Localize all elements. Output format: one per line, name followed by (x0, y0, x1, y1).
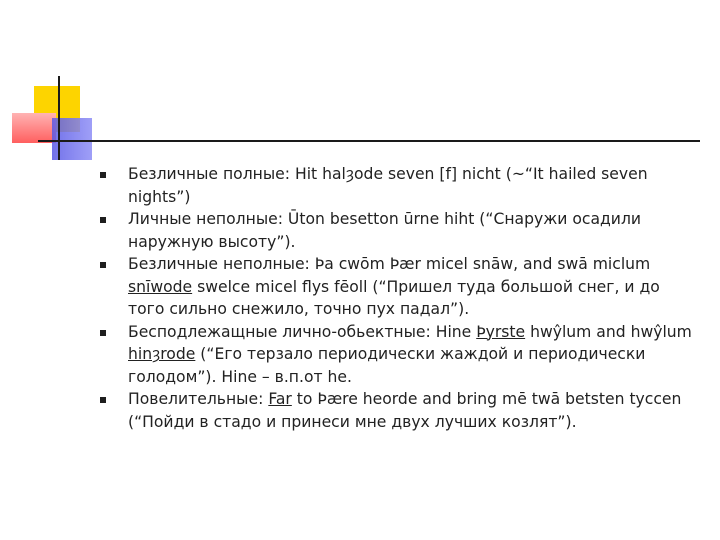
bullet-text: Безличные неполные: Þa cwōm Þær micel snāw, and swā miclum (128, 255, 651, 273)
square-bullet-icon (100, 397, 106, 403)
bullet-text: to Þære heorde and bring mē twā betsten tyccen (“Пойди в стадо и принеси мне двух лучших козлят”). (128, 390, 682, 431)
bullet-list (100, 163, 700, 433)
bullet-text: (“Его терзало периодически жаждой и периодически голодом”). Hine – в.п.от he. (128, 345, 646, 386)
slide-body (100, 163, 700, 433)
bullet-item-impersonal-incomplete (100, 253, 700, 321)
bullet-text: hwŷlum and hwŷlum (525, 322, 692, 341)
bullet-text: Личные неполные: Ūton besetton ūrne hiht (“Снаружи осадили наружную высоту”). (128, 210, 642, 251)
bullet-text: Безличные полные: Hit halȝode seven [f] nicht (~“It hailed seven nights”) (128, 165, 648, 206)
title-divider-rule (38, 140, 700, 142)
bullet-item-personal-incomplete (100, 208, 700, 253)
vertical-rule (58, 76, 60, 160)
bullet-text: Бесподлежащные лично-обьектные: Hine (128, 322, 477, 341)
square-bullet-icon (100, 330, 106, 336)
bullet-item-imperative (100, 388, 700, 433)
underlined-word: snīwode (128, 277, 193, 296)
bullet-item-impersonal-full (100, 163, 700, 208)
square-bullet-icon (100, 262, 106, 268)
red-square-decoration (12, 113, 56, 143)
square-bullet-icon (100, 217, 106, 223)
underlined-word: hinȝrode (128, 345, 196, 363)
bullet-text: swelce micel flys fēoll (“Пришел туда большой снег, и до того сильно снежило, точно пух падал”). (128, 277, 660, 318)
underlined-word: Far (268, 390, 292, 408)
bullet-text: Повелительные: (128, 390, 269, 408)
underlined-word: Þyrste (476, 322, 526, 341)
bullet-item-subjectless-personal-object (100, 321, 700, 389)
square-bullet-icon (100, 172, 106, 178)
